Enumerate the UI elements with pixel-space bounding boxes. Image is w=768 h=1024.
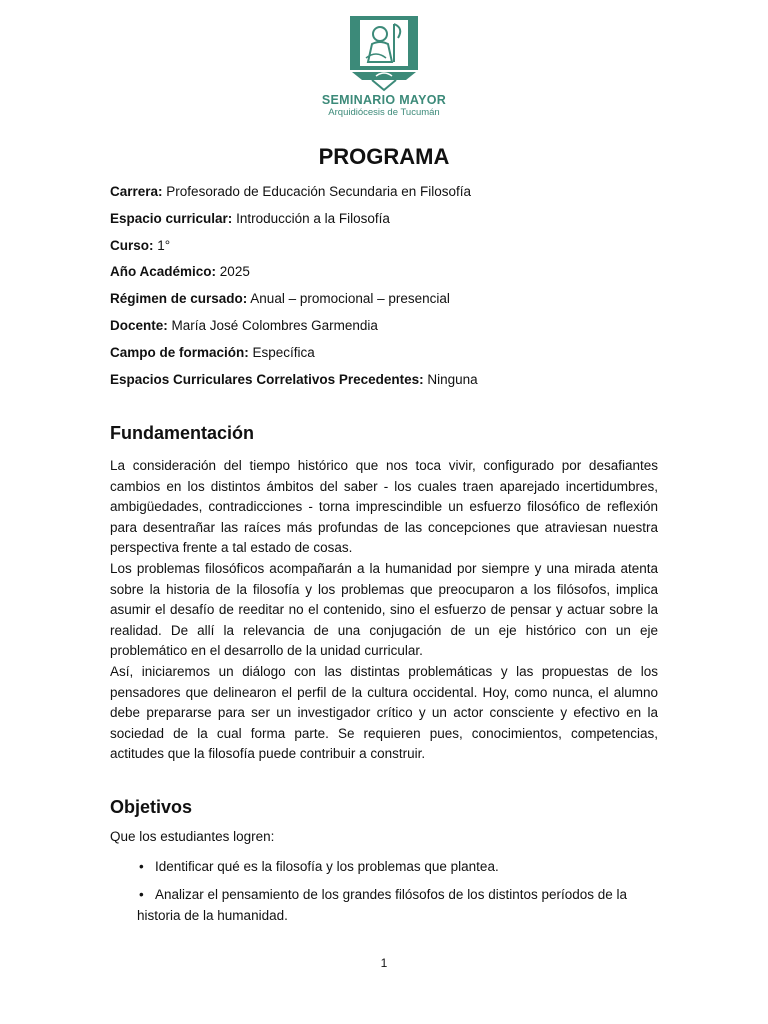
info-value: 2025 <box>219 264 250 280</box>
list-item-text: Analizar el pensamiento de los grandes filósofos de los distintos períodos de la historia de la humanidad. <box>137 887 628 923</box>
info-value: Introducción a la Filosofía <box>236 210 390 226</box>
info-row-docente <box>110 316 670 343</box>
info-row-campo <box>110 343 670 370</box>
section-title-fundamentacion: Fundamentación <box>110 423 255 443</box>
paragraph: Los problemas filosóficos acompañarán a la humanidad por siempre y una mirada atenta sobre la historia de la filosofía y los problemas que preocuparon a los filósofos, implica asumir el desafío de reeditar no el contenido, sino el esfuerzo de pensar y actuar sobre la realidad. De allí la relevancia de una conjugación de un eje histórico con un eje problemático en el desarrollo de la unidad curricular. <box>110 560 658 659</box>
info-value: María José Colombres Garmendia <box>171 317 378 333</box>
info-value: 1° <box>157 237 171 253</box>
list-item <box>110 884 658 926</box>
list-item-text: Identificar qué es la filosofía y los problemas que plantea. <box>155 859 499 874</box>
info-value: Ninguna <box>427 371 478 387</box>
fundamentacion-body <box>110 456 658 765</box>
page-number: 1 <box>380 956 388 970</box>
info-value: Profesorado de Educación Secundaria en Filosofía <box>166 184 471 199</box>
seminary-logo <box>318 14 450 126</box>
info-label: Régimen de cursado: <box>110 291 248 307</box>
info-label: Carrera: <box>110 184 163 199</box>
info-label: Docente: <box>110 317 168 333</box>
objetivos-list <box>110 856 658 933</box>
info-row-carrera <box>110 182 670 209</box>
course-info <box>110 182 670 396</box>
info-value: Anual – promocional – presencial <box>250 291 450 307</box>
paragraph: La consideración del tiempo histórico que nos toca vivir, configurado por desafiantes cambios en los distintos ámbitos del saber - los cuales traen aparejado incertidumbres, ambigüedades, contradicciones - torna imprescindible un esfuerzo filosófico de reflexión para desentrañar las raíces más profundas de las concepciones que atraviesan nuestra perspectiva frente a tal estado de cosas. <box>110 458 658 556</box>
info-label: Año Académico: <box>110 264 217 280</box>
logo-title: SEMINARIO MAYOR <box>321 93 447 107</box>
info-row-curso <box>110 236 670 263</box>
seminary-emblem-icon <box>346 14 422 92</box>
info-label: Espacios Curriculares Correlativos Precedentes: <box>110 371 424 387</box>
bullet-icon: • <box>139 887 144 902</box>
info-label: Espacio curricular: <box>110 210 233 226</box>
objetivos-intro: Que los estudiantes logren: <box>110 829 275 844</box>
info-row-anio <box>110 262 670 289</box>
paragraph: Así, iniciaremos un diálogo con las distintas problemáticas y las propuestas de los pensadores que delinearon el perfil de la cultura occidental. Hoy, como nunca, el alumno debe prepararse para ser un investigador crítico y un actor consciente y efectivo en la sociedad de la cual forma parte. Se requieren pues, conocimientos, competencias, actitudes que la filosofía puede contribuir a construir. <box>110 663 658 762</box>
logo-subtitle: Arquidiócesis de Tucumán <box>328 107 440 118</box>
info-label: Campo de formación: <box>110 344 249 360</box>
info-label: Curso: <box>110 237 154 253</box>
page-title: PROGRAMA <box>318 144 450 169</box>
bullet-icon: • <box>139 859 144 874</box>
section-title-objetivos: Objetivos <box>110 797 193 817</box>
list-item <box>110 856 658 877</box>
info-row-correlativos <box>110 370 670 397</box>
info-value: Específica <box>252 344 315 360</box>
info-row-espacio <box>110 209 670 236</box>
info-row-regimen <box>110 289 670 316</box>
